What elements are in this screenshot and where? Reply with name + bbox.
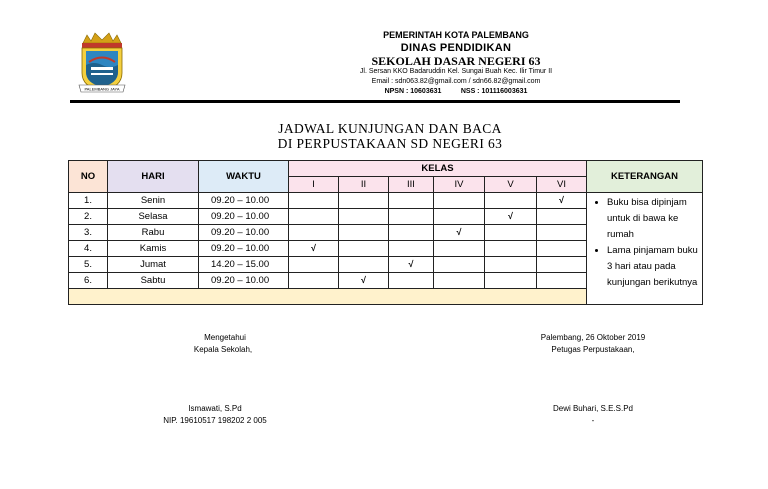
row-kelas-4-cell — [434, 193, 485, 209]
letterhead-ids: NPSN : 10603631 NSS : 101116003631 — [384, 88, 528, 95]
check-mark-icon: √ — [408, 259, 414, 269]
row-kelas-6-cell — [537, 225, 587, 241]
check-mark-icon: √ — [311, 243, 316, 253]
sign-left-nip: NIP. 19610517 198202 2 005 — [163, 416, 267, 425]
row-hari: Jumat — [108, 257, 199, 273]
row-kelas-3-cell — [389, 225, 434, 241]
row-hari: Kamis — [108, 241, 199, 257]
row-kelas-3-cell — [389, 209, 434, 225]
row-no: 6. — [69, 273, 108, 289]
row-kelas-3-cell — [389, 241, 434, 257]
table-row — [69, 193, 703, 209]
check-mark-icon: √ — [456, 227, 462, 237]
note-item: • Lama pinjamam buku 3 hari atau pada kunjungan berikutnya — [607, 243, 698, 291]
note-item: • Buku bisa dipinjam untuk di bawa ke rumah — [607, 195, 698, 243]
letterhead-address: Jl. Sersan KKO Badaruddin Kel. Sungai Buah Kec. Ilir Timur II — [359, 68, 553, 75]
row-kelas-2-cell — [339, 209, 389, 225]
check-mark-icon: √ — [508, 211, 513, 221]
row-waktu: 14.20 – 15.00 — [199, 257, 289, 273]
letterhead-office: DINAS PENDIDIKAN — [400, 42, 512, 54]
header-kelas-5: V — [485, 177, 537, 193]
row-no: 3. — [69, 225, 108, 241]
row-waktu: 09.20 – 10.00 — [199, 273, 289, 289]
row-kelas-5-cell — [485, 225, 537, 241]
row-kelas-4-cell — [434, 225, 485, 241]
row-waktu: 09.20 – 10.00 — [199, 209, 289, 225]
row-kelas-1-cell — [289, 273, 339, 289]
row-waktu: 09.20 – 10.00 — [199, 193, 289, 209]
check-mark-icon: √ — [361, 275, 366, 285]
row-kelas-4-cell — [434, 257, 485, 273]
row-kelas-3-cell — [389, 273, 434, 289]
header-kelas-4: IV — [434, 177, 485, 193]
row-hari: Rabu — [108, 225, 199, 241]
header-kelas-3: III — [389, 177, 434, 193]
row-kelas-6-cell — [537, 273, 587, 289]
row-kelas-5-cell — [485, 241, 537, 257]
row-kelas-3-cell — [389, 193, 434, 209]
footer-blank-cell — [69, 289, 587, 305]
letterhead-divider — [70, 100, 680, 103]
row-kelas-6-cell — [537, 193, 587, 209]
header-keterangan: KETERANGAN — [587, 161, 703, 193]
sign-left-name: Ismawati, S.Pd — [188, 404, 242, 413]
row-no: 2. — [69, 209, 108, 225]
sign-right-name: Dewi Buhari, S.E.S.Pd — [552, 404, 634, 413]
sign-left-acknowledged: Mengetahui — [204, 333, 246, 342]
sign-left-role: Kepala Sekolah, — [193, 345, 253, 354]
document-title: JADWAL KUNJUNGAN DAN BACA — [278, 121, 502, 136]
letterhead-government: PEMERINTAH KOTA PALEMBANG — [383, 30, 529, 40]
logo-ribbon-text: PALEMBANG JAYA — [84, 86, 120, 92]
row-no: 5. — [69, 257, 108, 273]
row-kelas-2-cell — [339, 225, 389, 241]
row-hari: Senin — [108, 193, 199, 209]
palembang-seal-icon — [77, 29, 127, 95]
row-kelas-2-cell — [339, 257, 389, 273]
row-kelas-3-cell — [389, 257, 434, 273]
row-no: 4. — [69, 241, 108, 257]
row-kelas-5-cell — [485, 209, 537, 225]
document-subtitle: DI PERPUSTAKAAN SD NEGERI 63 — [277, 136, 503, 151]
row-kelas-1-cell — [289, 193, 339, 209]
row-kelas-6-cell — [537, 241, 587, 257]
row-kelas-5-cell — [485, 273, 537, 289]
schedule-table — [68, 160, 703, 305]
header-waktu: WAKTU — [199, 161, 289, 193]
header-kelas-6: VI — [537, 177, 587, 193]
sign-right-nip: - — [591, 416, 595, 425]
row-kelas-1-cell — [289, 209, 339, 225]
row-kelas-6-cell — [537, 209, 587, 225]
sign-right-place-date: Palembang, 26 Oktober 2019 — [540, 333, 646, 342]
row-hari: Selasa — [108, 209, 199, 225]
row-kelas-1-cell — [289, 225, 339, 241]
header-kelas-2: II — [339, 177, 389, 193]
check-mark-icon: √ — [559, 195, 564, 205]
header-no: NO — [69, 161, 108, 193]
sign-right-role: Petugas Perpustakaan, — [551, 345, 635, 354]
header-hari: HARI — [108, 161, 199, 193]
letterhead-email: Email : sdn063.82@gmail.com / sdn66.82@gmail.com — [371, 78, 541, 85]
row-kelas-2-cell — [339, 273, 389, 289]
row-kelas-6-cell — [537, 257, 587, 273]
header-kelas-1: I — [289, 177, 339, 193]
row-kelas-5-cell — [485, 193, 537, 209]
row-kelas-4-cell — [434, 273, 485, 289]
row-waktu: 09.20 – 10.00 — [199, 241, 289, 257]
row-waktu: 09.20 – 10.00 — [199, 225, 289, 241]
row-kelas-1-cell — [289, 241, 339, 257]
row-no: 1. — [69, 193, 108, 209]
keterangan-notes — [587, 193, 703, 305]
letterhead-school: SEKOLAH DASAR NEGERI 63 — [371, 54, 541, 68]
row-kelas-4-cell — [434, 241, 485, 257]
row-kelas-4-cell — [434, 209, 485, 225]
row-hari: Sabtu — [108, 273, 199, 289]
header-kelas: KELAS — [289, 161, 587, 177]
row-kelas-2-cell — [339, 241, 389, 257]
row-kelas-2-cell — [339, 193, 389, 209]
row-kelas-5-cell — [485, 257, 537, 273]
row-kelas-1-cell — [289, 257, 339, 273]
